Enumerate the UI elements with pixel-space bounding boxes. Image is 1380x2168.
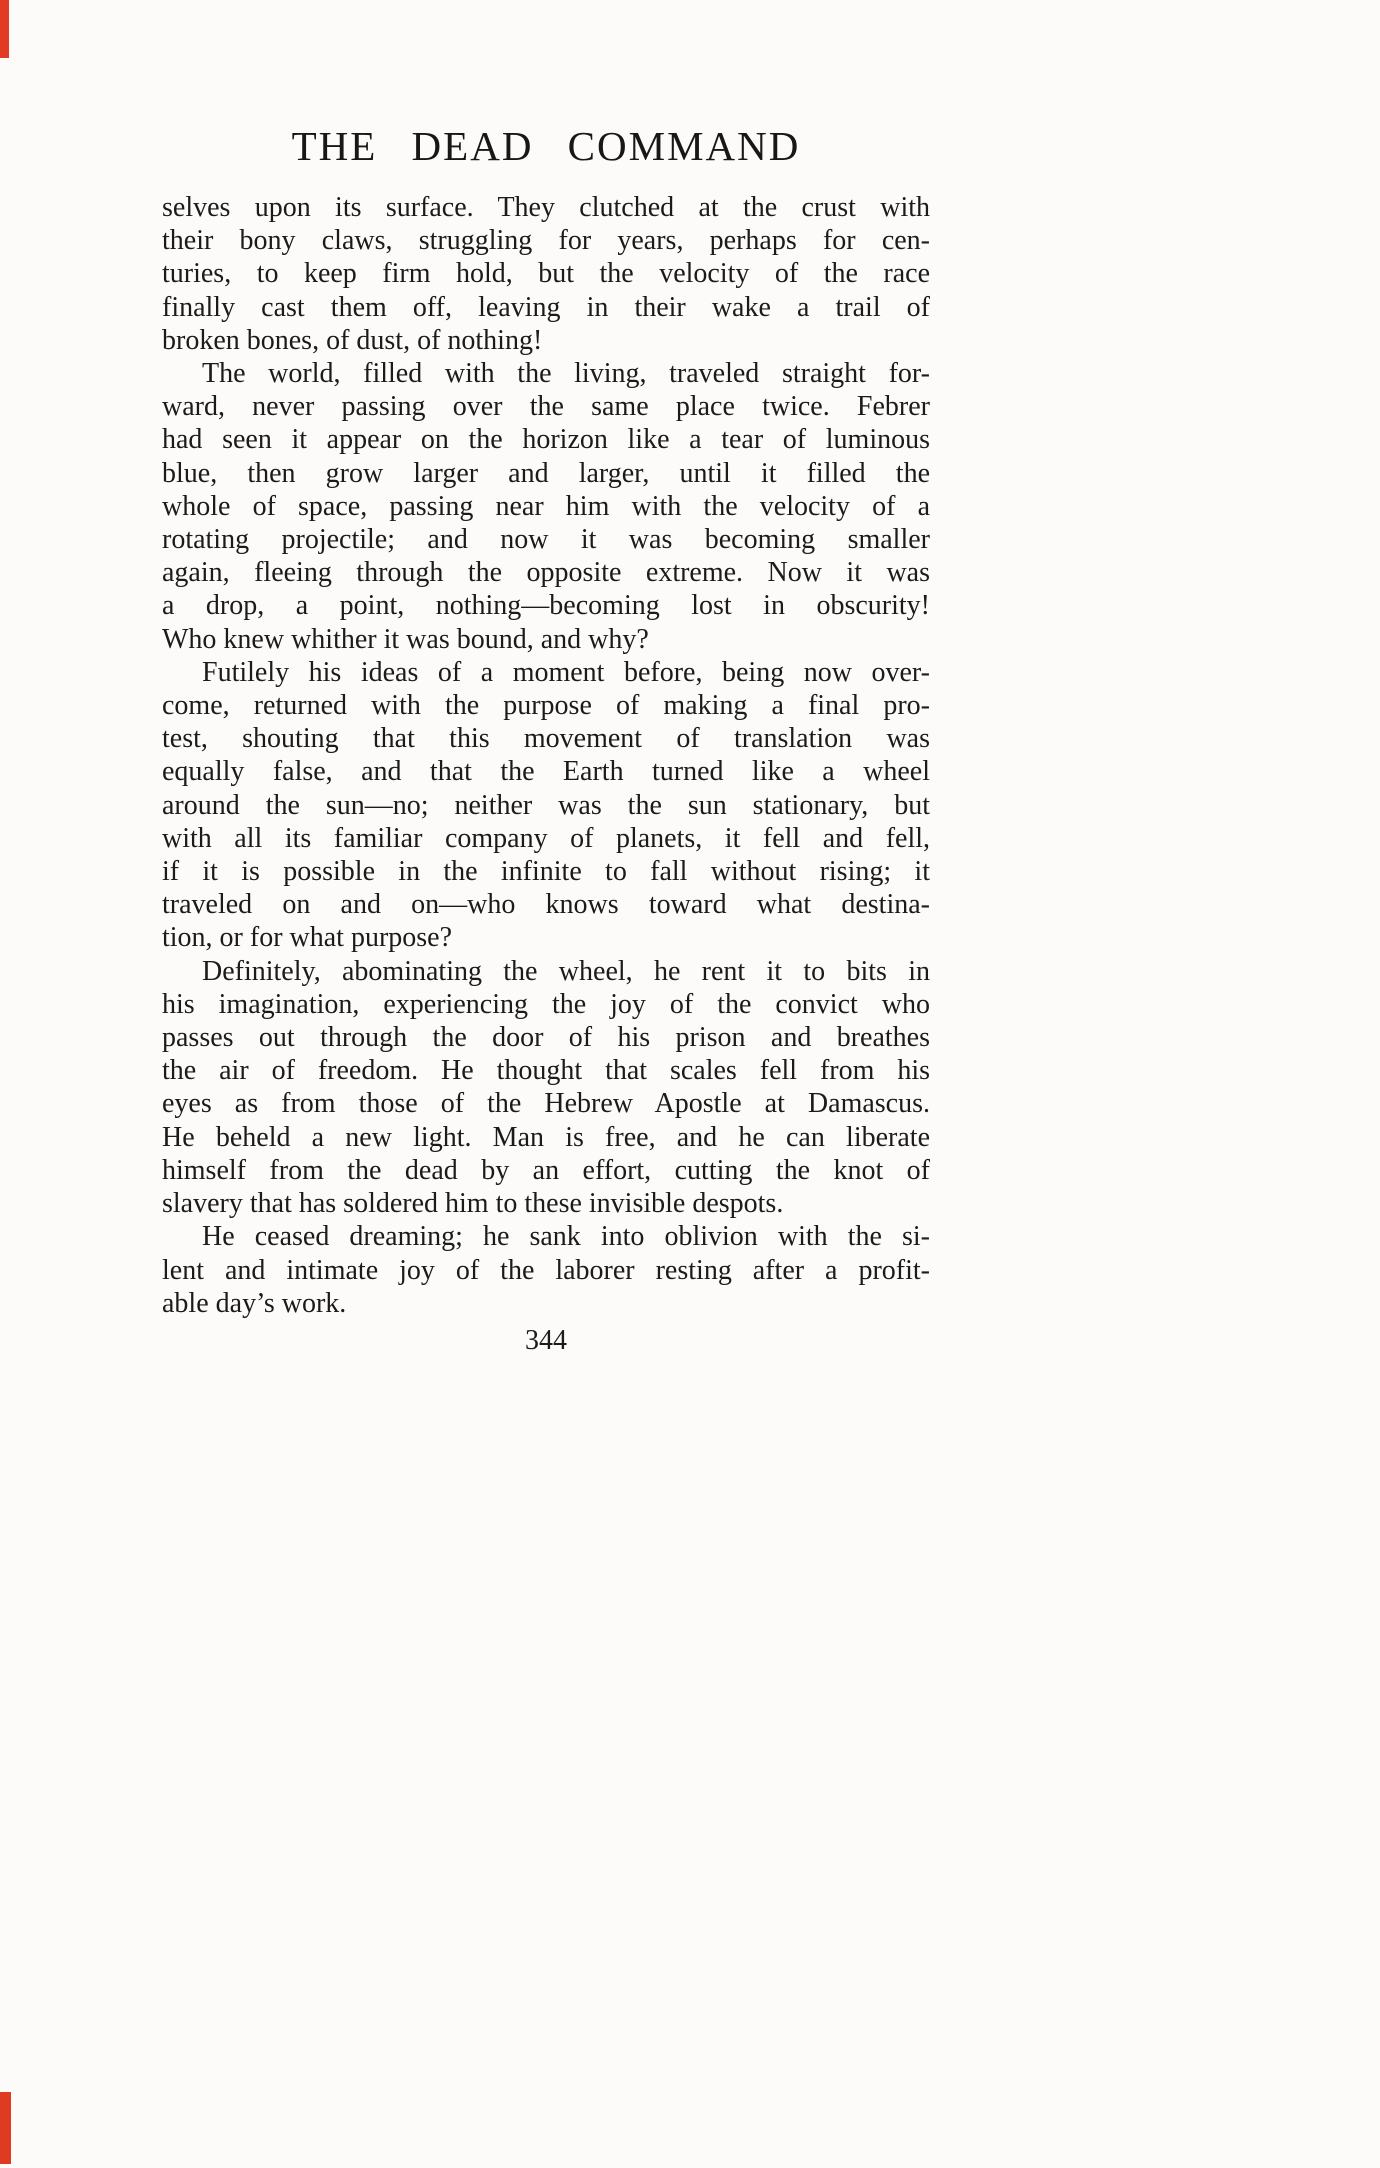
text-line: He ceased dreaming; he sank into oblivion with the si- <box>202 1221 930 1253</box>
text-line: had seen it appear on the horizon like a tear of luminous <box>162 424 930 456</box>
paragraph <box>162 1220 930 1320</box>
text-line: test, shouting that this movement of translation was <box>162 723 930 755</box>
text-line: their bony claws, struggling for years, perhaps for cen- <box>162 225 930 257</box>
text-line: himself from the dead by an effort, cutting the knot of <box>162 1154 930 1186</box>
scan-artifact-top <box>0 0 9 58</box>
text-line: the air of freedom. He thought that scales fell from his <box>162 1055 930 1087</box>
text-line: finally cast them off, leaving in their wake a trail of <box>162 291 930 323</box>
page-number: 344 <box>525 1324 567 1356</box>
text-line: his imagination, experiencing the joy of the convict who <box>162 988 930 1020</box>
text-line: whole of space, passing near him with the velocity of a <box>162 490 930 522</box>
text-line: He beheld a new light. Man is free, and he can liberate <box>162 1121 930 1153</box>
text-line: selves upon its surface. They clutched at the crust with <box>162 192 930 223</box>
paragraph <box>162 955 930 1221</box>
text-line: turies, to keep firm hold, but the velocity of the race <box>162 258 930 290</box>
scan-artifact-bottom <box>0 2092 11 2164</box>
text-line: equally false, and that the Earth turned like a wheel <box>162 756 930 788</box>
text-line: a drop, a point, nothing—becoming lost in obscurity! <box>162 590 930 622</box>
text-line: Who knew whither it was bound, and why? <box>162 623 649 655</box>
text-line: passes out through the door of his prison and breathes <box>162 1022 930 1054</box>
text-line: slavery that has soldered him to these invisible despots. <box>162 1188 784 1220</box>
text-line: traveled on and on—who knows toward what destina- <box>162 889 930 921</box>
text-line: blue, then grow larger and larger, until it filled the <box>162 457 930 489</box>
paragraph <box>162 656 930 955</box>
text-line: if it is possible in the infinite to fall without rising; it <box>162 856 930 888</box>
text-line: The world, filled with the living, traveled straight for- <box>202 358 930 390</box>
text-line: rotating projectile; and now it was becoming smaller <box>162 524 930 556</box>
text-line: broken bones, of dust, of nothing! <box>162 324 543 356</box>
paragraph <box>162 357 930 656</box>
text-line: come, returned with the purpose of making a final pro- <box>162 690 930 722</box>
text-line: around the sun—no; neither was the sun stationary, but <box>162 789 930 821</box>
text-block <box>162 191 930 1320</box>
paragraph <box>162 191 930 357</box>
text-line: able day’s work. <box>162 1287 347 1319</box>
page-title: THE DEAD COMMAND <box>291 123 801 169</box>
text-line: Definitely, abominating the wheel, he rent it to bits in <box>202 955 930 987</box>
text-line: tion, or for what purpose? <box>162 922 453 954</box>
text-line: lent and intimate joy of the laborer resting after a profit- <box>162 1254 930 1286</box>
text-column <box>162 123 930 1357</box>
text-line: eyes as from those of the Hebrew Apostle at Damascus. <box>162 1088 930 1120</box>
text-line: with all its familiar company of planets, it fell and fell, <box>162 822 930 854</box>
text-line: Futilely his ideas of a moment before, being now over- <box>202 656 930 688</box>
text-line: again, fleeing through the opposite extreme. Now it was <box>162 557 930 589</box>
text-line: ward, never passing over the same place twice. Febrer <box>162 391 930 423</box>
